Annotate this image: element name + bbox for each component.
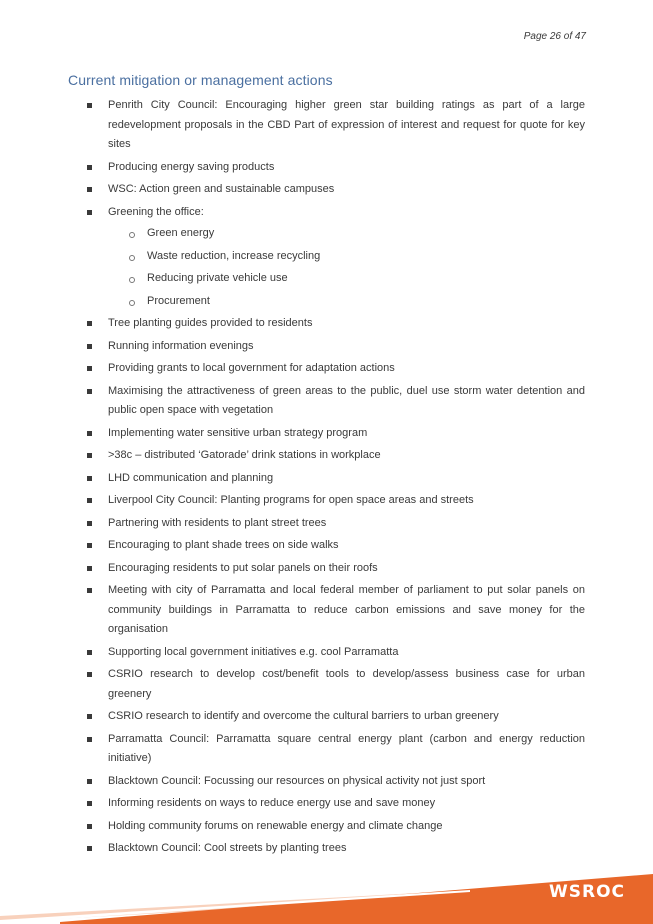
list-item: Supporting local government initiatives e.g. cool Parramatta [0, 643, 653, 663]
sub-list-item: Waste reduction, increase recycling [108, 247, 585, 267]
bullet-icon [87, 476, 92, 481]
list-item: Penrith City Council: Encouraging higher green star building ratings as part of a large redevelopment proposals in the CBD Part of expression of interest and request for quote for key sites [0, 96, 653, 155]
list-item: Informing residents on ways to reduce energy use and save money [0, 794, 653, 814]
circle-bullet-icon [129, 300, 135, 306]
list-item: Greening the office: Green energy Waste reduction, increase recycling Reducing private vehicle use Procurement [0, 203, 653, 312]
page-number: Page 26 of 47 [523, 31, 586, 42]
list-item: Tree planting guides provided to residents [0, 314, 653, 334]
bullet-icon [87, 210, 92, 215]
list-item: Implementing water sensitive urban strategy program [0, 424, 653, 444]
bullet-icon [87, 321, 92, 326]
list-item: Maximising the attractiveness of green areas to the public, duel use storm water detention and public open space with vegetation [0, 382, 653, 421]
bullet-icon [87, 737, 92, 742]
bullet-icon [87, 588, 92, 593]
section-heading: Current mitigation or management actions [68, 72, 333, 88]
list-item: Blacktown Council: Cool streets by planting trees [0, 839, 653, 859]
list-item: Encouraging to plant shade trees on side walks [0, 536, 653, 556]
list-item: CSRIO research to develop cost/benefit tools to develop/assess business case for urban greenery [0, 665, 653, 704]
footer-banner [0, 864, 653, 924]
bullet-icon [87, 521, 92, 526]
list-item: LHD communication and planning [0, 469, 653, 489]
list-item: Providing grants to local government for adaptation actions [0, 359, 653, 379]
circle-bullet-icon [129, 277, 135, 283]
list-item: Parramatta Council: Parramatta square central energy plant (carbon and energy reduction initiative) [0, 730, 653, 769]
bullet-icon [87, 824, 92, 829]
bullet-icon [87, 187, 92, 192]
list-item: Holding community forums on renewable energy and climate change [0, 817, 653, 837]
sub-list-item: Green energy [108, 224, 585, 244]
bullet-icon [87, 672, 92, 677]
bullet-icon [87, 366, 92, 371]
bullet-icon [87, 453, 92, 458]
bullet-icon [87, 801, 92, 806]
wsroc-logo: WSROC [548, 882, 625, 902]
actions-list [0, 96, 653, 862]
bullet-icon [87, 650, 92, 655]
list-item: Blacktown Council: Focussing our resources on physical activity not just sport [0, 772, 653, 792]
sub-list-item: Procurement [108, 292, 585, 312]
bullet-icon [87, 431, 92, 436]
greening-sub-list [108, 224, 585, 311]
bullet-icon [87, 846, 92, 851]
bullet-icon [87, 389, 92, 394]
circle-bullet-icon [129, 232, 135, 238]
bullet-icon [87, 165, 92, 170]
circle-bullet-icon [129, 255, 135, 261]
list-item: Meeting with city of Parramatta and local federal member of parliament to put solar panels on community buildings in Parramatta to reduce carbon emissions and save money for the organisation [0, 581, 653, 640]
bullet-icon [87, 498, 92, 503]
list-item: Liverpool City Council: Planting programs for open space areas and streets [0, 491, 653, 511]
list-item: Partnering with residents to plant street trees [0, 514, 653, 534]
sub-list-item: Reducing private vehicle use [108, 269, 585, 289]
list-item: >38c – distributed ‘Gatorade’ drink stations in workplace [0, 446, 653, 466]
bullet-icon [87, 566, 92, 571]
list-item: Encouraging residents to put solar panels on their roofs [0, 559, 653, 579]
bullet-icon [87, 714, 92, 719]
list-item: CSRIO research to identify and overcome the cultural barriers to urban greenery [0, 707, 653, 727]
bullet-icon [87, 543, 92, 548]
bullet-icon [87, 103, 92, 108]
list-item: Running information evenings [0, 337, 653, 357]
list-item: WSC: Action green and sustainable campuses [0, 180, 653, 200]
bullet-icon [87, 344, 92, 349]
list-item: Producing energy saving products [0, 158, 653, 178]
bullet-icon [87, 779, 92, 784]
